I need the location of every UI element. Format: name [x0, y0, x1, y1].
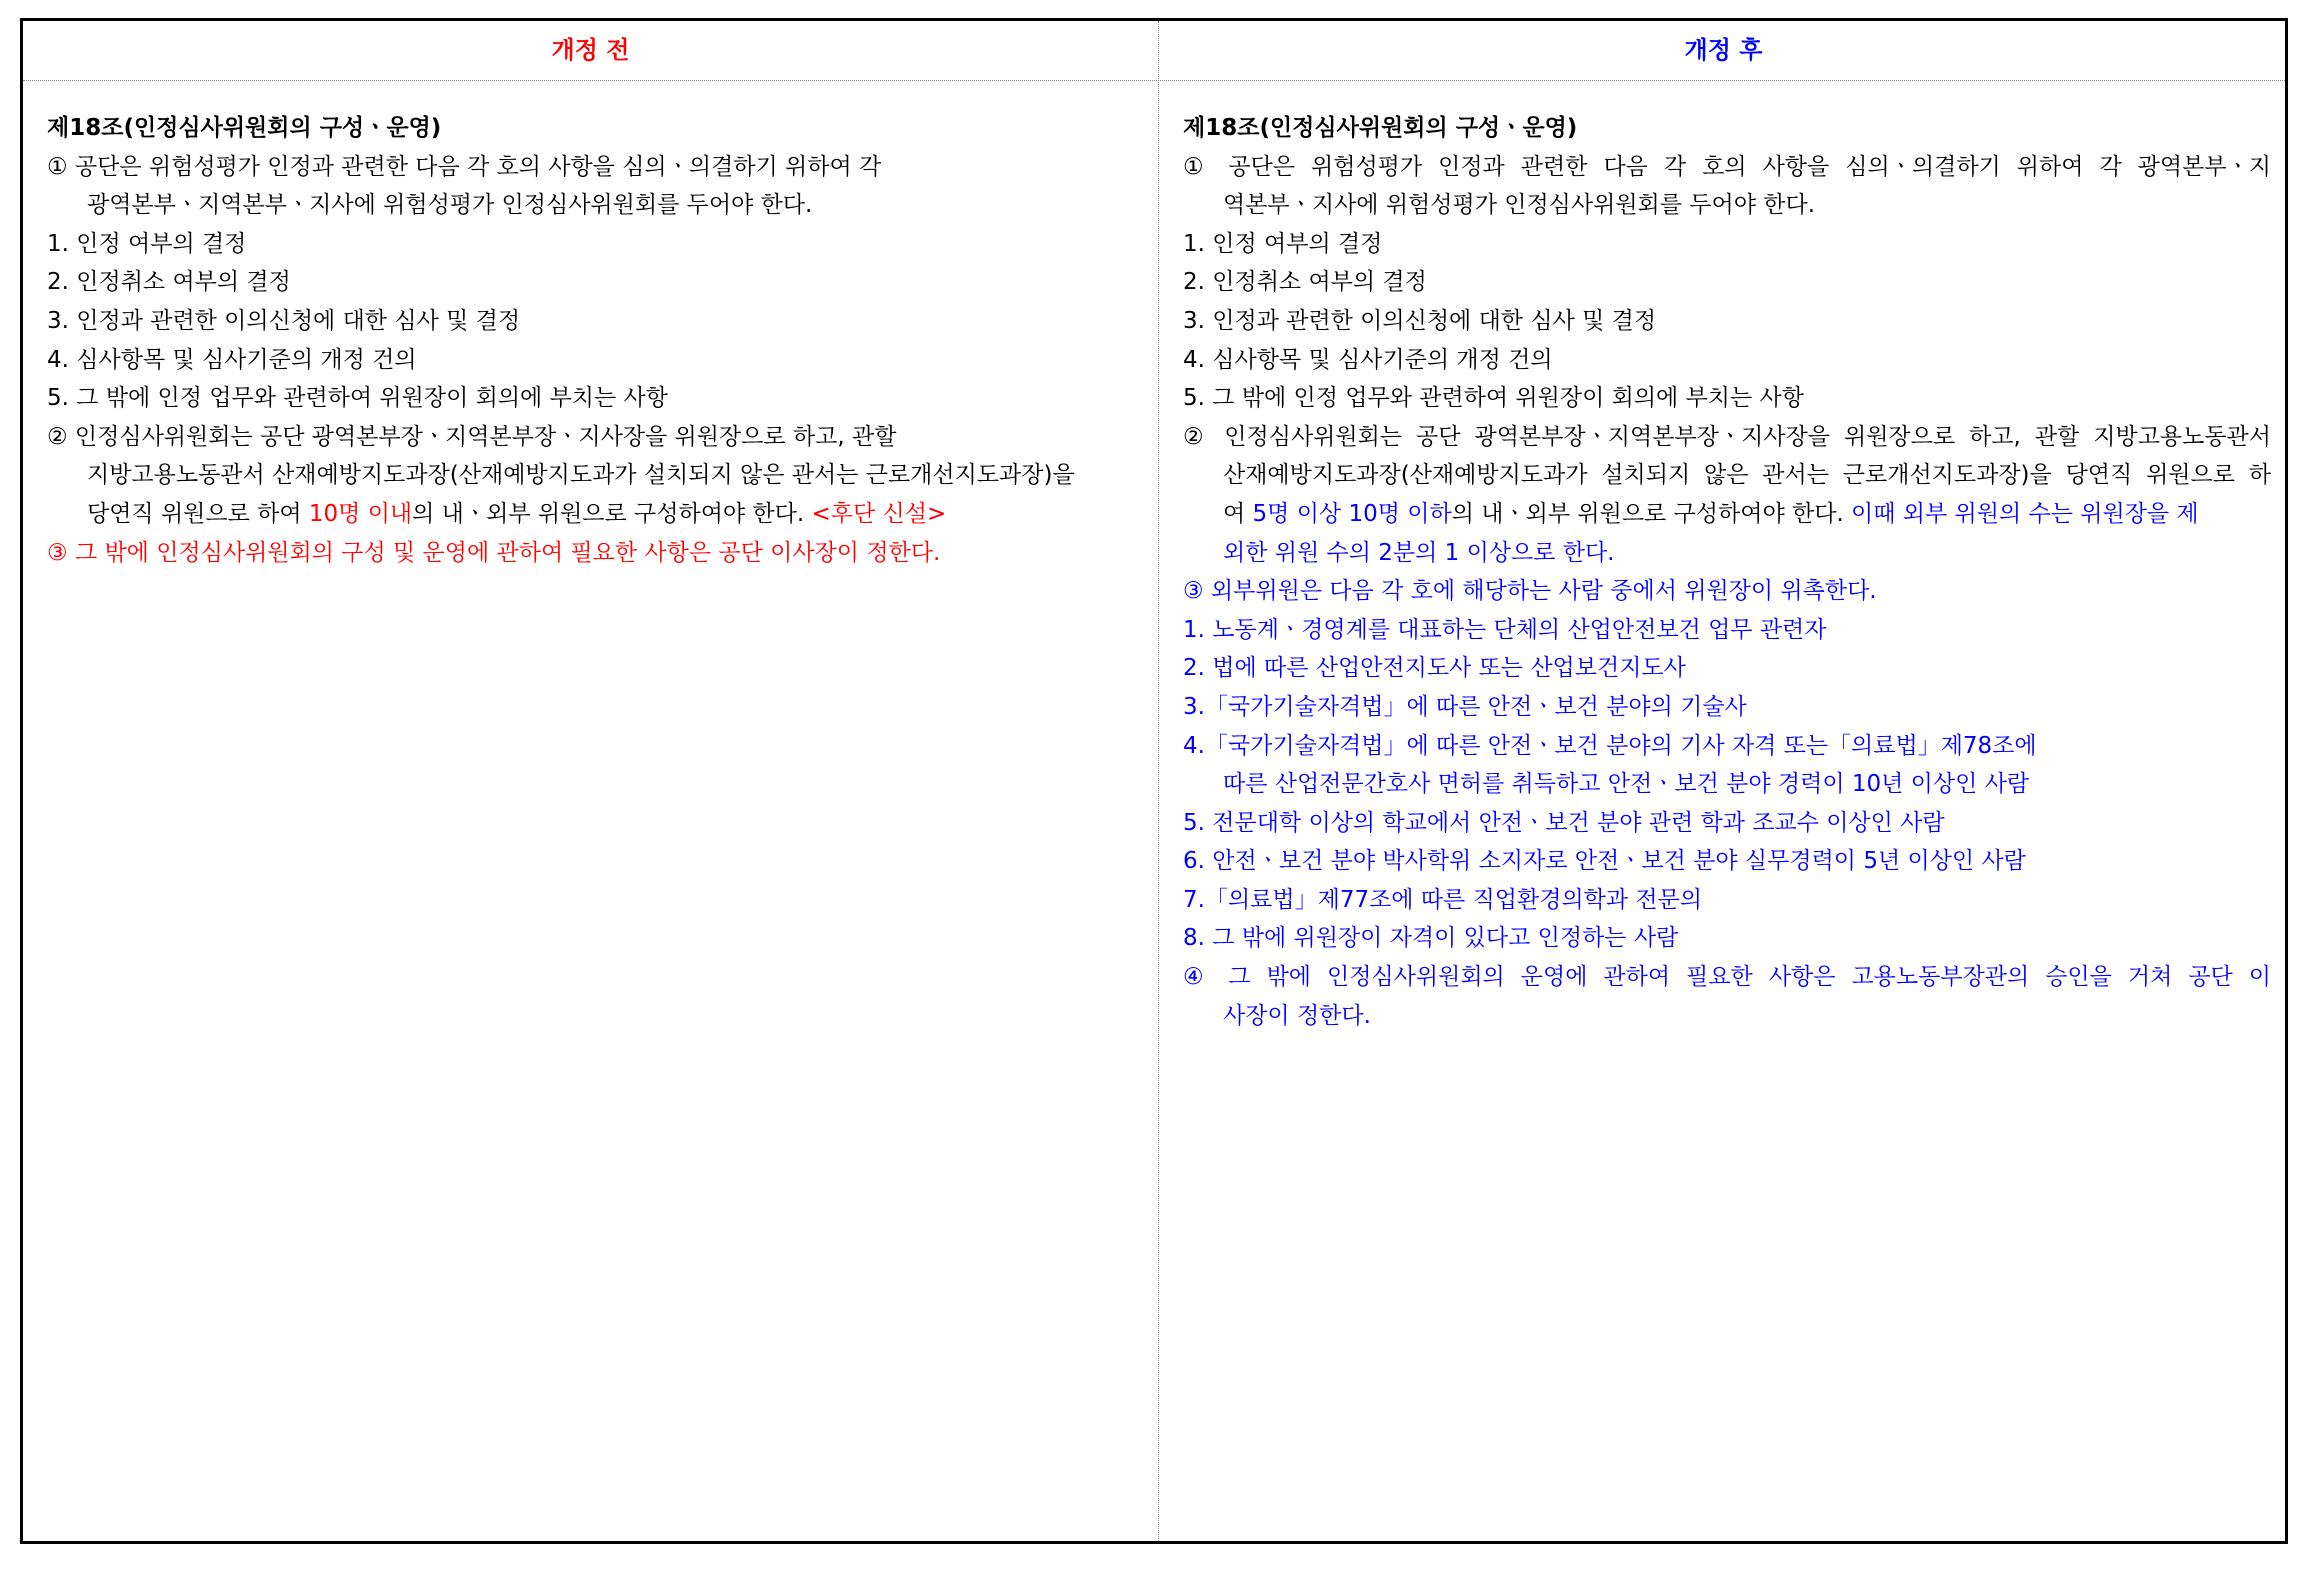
paragraph-1: ① 공단은 위험성평가 인정과 관련한 다음 각 호의 사항을 심의ㆍ의결하기 위하여 각 광역본부ㆍ지 — [1183, 153, 2271, 180]
text-span: 의 내ㆍ외부 위원으로 구성하여야 한다. — [412, 500, 812, 527]
header-after: 개정 후 — [1684, 36, 1763, 64]
list-item: 1. 인정 여부의 결정 — [47, 230, 247, 257]
column-divider — [1158, 21, 1159, 1541]
list-item: 3. 인정과 관련한 이의신청에 대한 심사 및 결정 — [47, 307, 521, 334]
paragraph-3: ③ 그 밖에 인정심사위원회의 구성 및 운영에 관하여 필요한 사항은 공단 이사장이 정한다. — [47, 539, 941, 566]
list-item: 5. 전문대학 이상의 학교에서 안전ㆍ보건 분야 관련 학과 조교수 이상인 사람 — [1183, 809, 1945, 836]
comparison-table — [20, 18, 2288, 1544]
paragraph-4: ④ 그 밖에 인정심사위원회의 운영에 관하여 필요한 사항은 고용노동부장관의 승인을 거쳐 공단 이 — [1183, 964, 2271, 991]
paragraph-2-cont: 지방고용노동관서 산재예방지도과장(산재예방지도과가 설치되지 않은 관서는 근로개선지도과장)을 — [87, 462, 1075, 489]
list-item: 1. 노동계ㆍ경영계를 대표하는 단체의 산업안전보건 업무 관련자 — [1183, 616, 1827, 643]
list-item: 8. 그 밖에 위원장이 자격이 있다고 인정하는 사람 — [1183, 925, 1679, 952]
list-item: 5. 그 밖에 인정 업무와 관련하여 위원장이 회의에 부치는 사항 — [1183, 385, 1804, 412]
paragraph-2: ② 인정심사위원회는 공단 광역본부장ㆍ지역본부장ㆍ지사장을 위원장으로 하고, 관할 — [47, 423, 897, 450]
paragraph-2-cont — [47, 495, 1142, 534]
after-column — [1183, 109, 2271, 1035]
list-item: 3. 인정과 관련한 이의신청에 대한 심사 및 결정 — [1183, 307, 1657, 334]
list-item: 2. 인정취소 여부의 결정 — [1183, 269, 1427, 296]
list-item: 1. 인정 여부의 결정 — [1183, 230, 1383, 257]
article-title: 제18조(인정심사위원회의 구성ㆍ운영) — [47, 115, 442, 141]
list-item: 6. 안전ㆍ보건 분야 박사학위 소지자로 안전ㆍ보건 분야 실무경력이 5년 이상인 사람 — [1183, 848, 2026, 875]
paragraph-2-cont — [1183, 495, 2271, 534]
list-item: 4. 심사항목 및 심사기준의 개정 건의 — [47, 346, 417, 373]
list-item: 5. 그 밖에 인정 업무와 관련하여 위원장이 회의에 부치는 사항 — [47, 385, 668, 412]
header-divider — [23, 80, 2285, 81]
amendment-note: <후단 신설> — [811, 500, 947, 527]
paragraph-1-cont: 광역본부ㆍ지역본부ㆍ지사에 위험성평가 인정심사위원회를 두어야 한다. — [87, 192, 813, 219]
paragraph-1-cont: 역본부ㆍ지사에 위험성평가 인정심사위원회를 두어야 한다. — [1223, 192, 1816, 219]
paragraph-2-cont: 산재예방지도과장(산재예방지도과가 설치되지 않은 관서는 근로개선지도과장)을 당연직 위원으로 하 — [1223, 462, 2271, 489]
changed-text: 5명 이상 10명 이하 — [1252, 500, 1452, 527]
text-span: 당연직 위원으로 하여 — [87, 500, 309, 527]
paragraph-2: ② 인정심사위원회는 공단 광역본부장ㆍ지역본부장ㆍ지사장을 위원장으로 하고, 관할 지방고용노동관서 — [1183, 423, 2271, 450]
list-item: 2. 인정취소 여부의 결정 — [47, 269, 291, 296]
text-span: 의 내ㆍ외부 위원으로 구성하여야 한다. — [1451, 500, 1852, 527]
list-item: 7.「의료법」제77조에 따른 직업환경의학과 전문의 — [1183, 886, 1703, 913]
paragraph-3: ③ 외부위원은 다음 각 호에 해당하는 사람 중에서 위원장이 위촉한다. — [1183, 578, 1877, 605]
list-item: 4.「국가기술자격법」에 따른 안전ㆍ보건 분야의 기사 자격 또는「의료법」제78조에 — [1183, 732, 2037, 759]
article-title: 제18조(인정심사위원회의 구성ㆍ운영) — [1183, 115, 1578, 141]
paragraph-2-cont: 외한 위원 수의 2분의 1 이상으로 한다. — [1223, 539, 1615, 566]
paragraph-1: ① 공단은 위험성평가 인정과 관련한 다음 각 호의 사항을 심의ㆍ의결하기 위하여 각 — [47, 153, 882, 180]
text-span: 여 — [1223, 500, 1253, 527]
header-before: 개정 전 — [551, 36, 630, 64]
changed-text: 10명 이내 — [308, 500, 413, 527]
paragraph-4-cont: 사장이 정한다. — [1223, 1002, 1371, 1029]
list-item: 2. 법에 따른 산업안전지도사 또는 산업보건지도사 — [1183, 655, 1686, 682]
list-item: 4. 심사항목 및 심사기준의 개정 건의 — [1183, 346, 1553, 373]
added-text: 이때 외부 위원의 수는 위원장을 제 — [1851, 500, 2199, 527]
list-item-cont: 따른 산업전문간호사 면허를 취득하고 안전ㆍ보건 분야 경력이 10년 이상인 사람 — [1223, 771, 2030, 798]
before-column — [47, 109, 1142, 572]
list-item: 3.「국가기술자격법」에 따른 안전ㆍ보건 분야의 기술사 — [1183, 693, 1747, 720]
